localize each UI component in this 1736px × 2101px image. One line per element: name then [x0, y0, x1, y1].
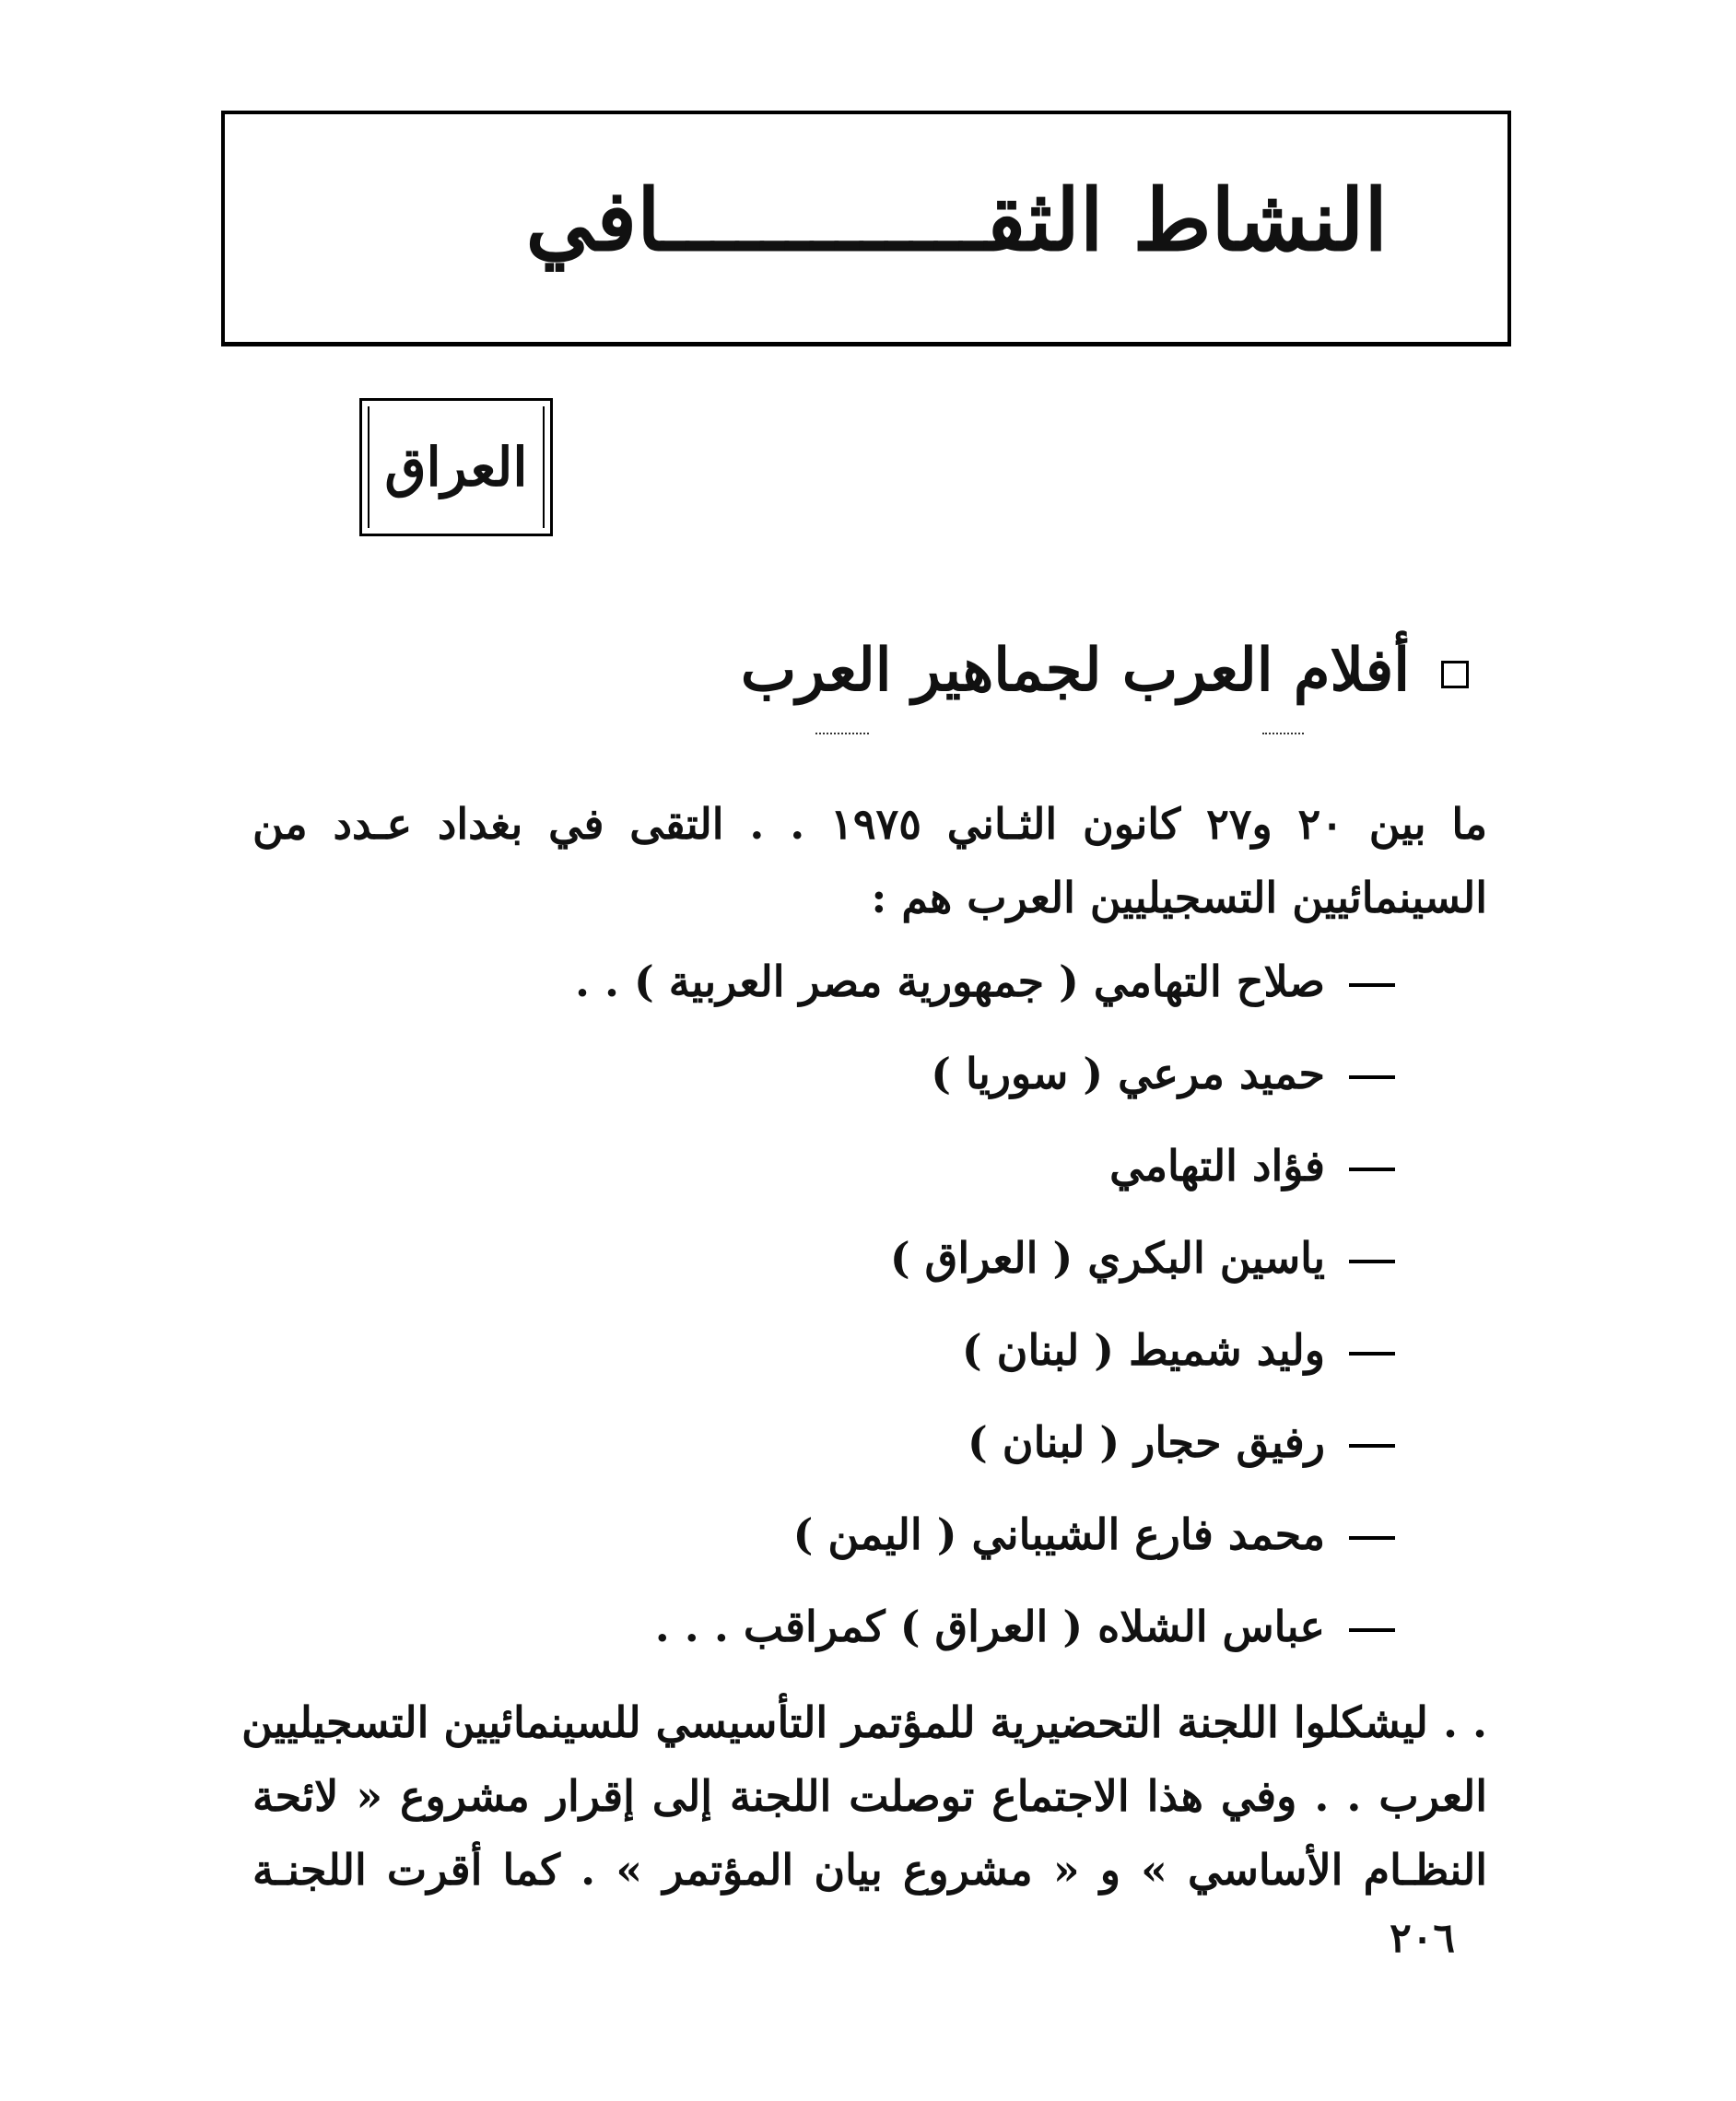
participant-text: محمد فارع الشيباني ( اليمن )	[792, 1509, 1325, 1559]
participant-text: عباس الشلاه ( العراق ) كمراقب . . .	[654, 1602, 1325, 1651]
page-number: ٢٠٦	[1390, 1915, 1455, 1962]
heading-dotted-underline	[815, 733, 869, 734]
square-bullet-icon	[1441, 661, 1469, 688]
participant-text: رفيق حجار ( لبنان )	[968, 1417, 1325, 1467]
closing-line: العرب . . وفي هذا الاجتماع توصلت اللجنة إلى إقرار مشروع « لائحة	[252, 1771, 1487, 1821]
dash-icon	[1349, 1260, 1395, 1263]
participant-text: حميد مرعي ( سوريا )	[931, 1049, 1325, 1098]
participant-text: وليد شميط ( لبنان )	[961, 1325, 1325, 1375]
dash-icon	[1349, 1628, 1395, 1632]
list-item	[575, 1120, 1395, 1212]
intro-line: ما بين ٢٠ و٢٧ كانون الثـاني ١٩٧٥ . . التقى في بغداد عـدد من	[252, 799, 1488, 849]
list-item	[575, 1027, 1395, 1120]
page-title: النشاط الثقـــــــــــــافي	[525, 170, 1388, 270]
list-item	[575, 935, 1395, 1027]
list-item	[575, 1396, 1395, 1488]
dash-icon	[1349, 1444, 1395, 1448]
heading-dotted-underline	[1262, 733, 1304, 734]
dash-icon	[1349, 983, 1395, 987]
list-item	[575, 1580, 1395, 1673]
participant-text: ياسين البكري ( العراق )	[889, 1233, 1325, 1283]
participants-list	[575, 935, 1395, 1673]
list-item	[575, 1304, 1395, 1396]
dash-icon	[1349, 1352, 1395, 1356]
dash-icon	[1349, 1075, 1395, 1079]
participant-text: صلاح التهامي ( جمهورية مصر العربية ) . .	[574, 957, 1325, 1006]
intro-line: السينمائيين التسجيليين العرب هم :	[871, 873, 1487, 922]
participant-text: فؤاد التهامي	[1109, 1141, 1325, 1191]
title-box	[221, 111, 1511, 346]
dash-icon	[1349, 1168, 1395, 1171]
closing-line: النظـام الأساسي » و « مشروع بيان المؤتمر » . كما أقرت اللجنـة	[252, 1845, 1487, 1895]
dash-icon	[1349, 1536, 1395, 1540]
section-label: العراق	[384, 436, 528, 499]
closing-line: . . ليشكلوا اللجنة التحضيرية للمؤتمر التأسيسي للسينمائيين التسجيليين	[241, 1697, 1487, 1747]
article-title: أفلام العرب لجماهير العرب	[740, 636, 1410, 705]
article-heading	[741, 636, 1469, 705]
list-item	[575, 1212, 1395, 1304]
list-item	[575, 1488, 1395, 1580]
section-label-box	[359, 398, 553, 536]
